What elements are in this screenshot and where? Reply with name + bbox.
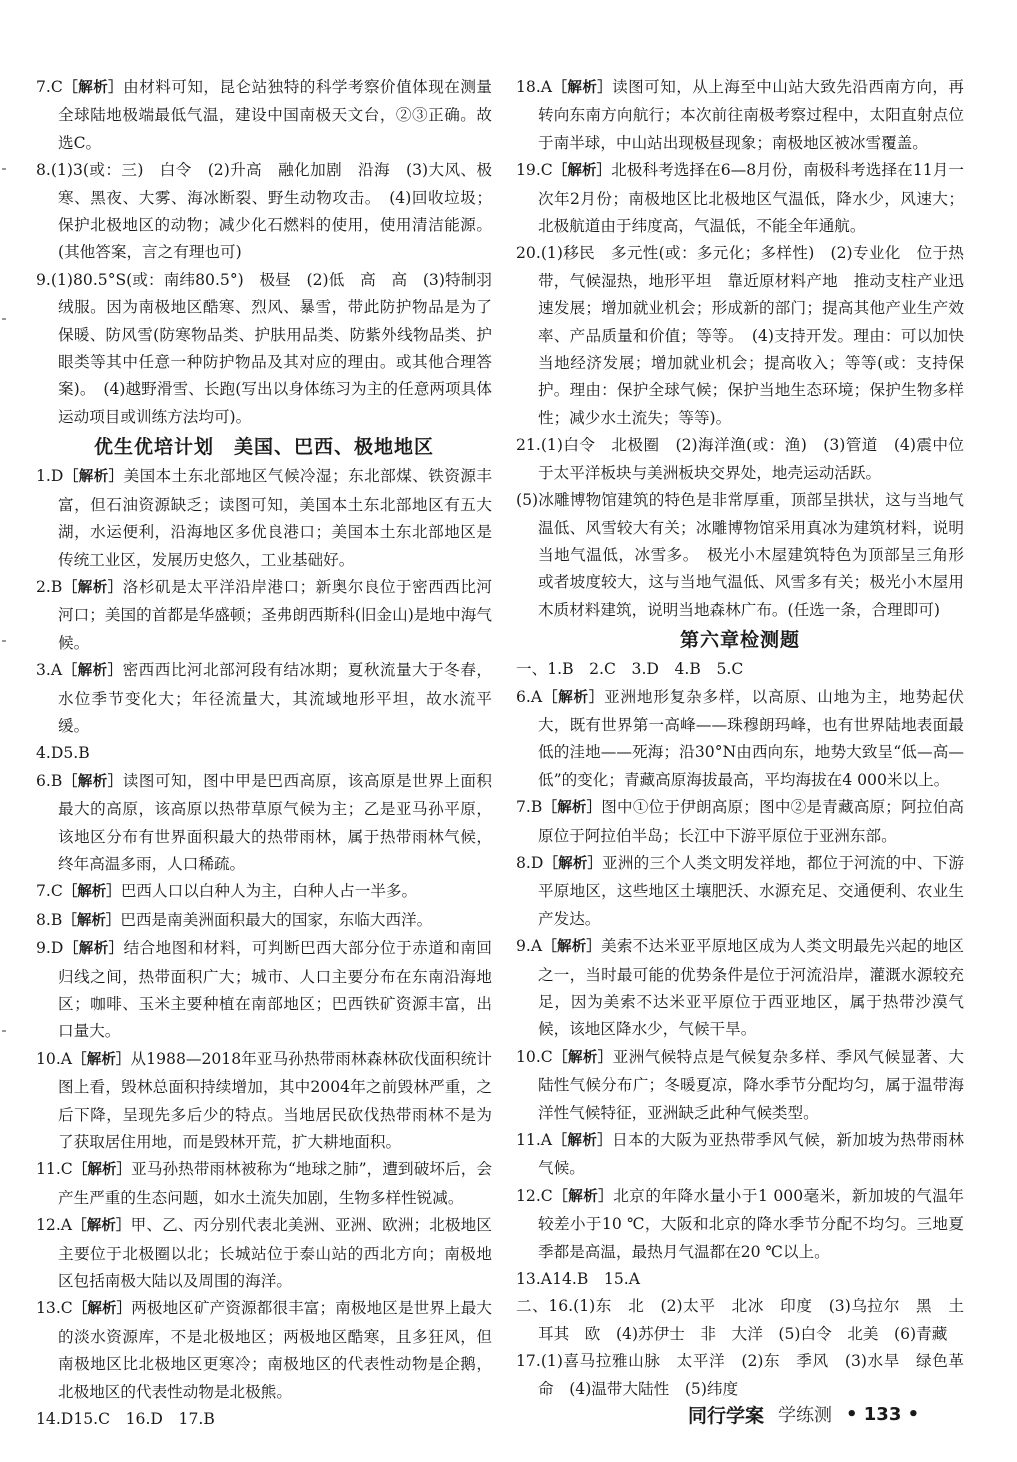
answer-entry [516, 1183, 964, 1266]
answer-number: 二、 [516, 1297, 549, 1316]
answer-entry [36, 768, 492, 879]
analysis-tag: ［解析］ [552, 80, 613, 96]
answer-entry [516, 487, 964, 624]
answer-entry [516, 1293, 964, 1348]
answer-entry [516, 933, 964, 1044]
answer-entry [516, 794, 964, 850]
answer-entry [516, 1044, 964, 1127]
analysis-tag: ［解析］ [552, 1133, 613, 1150]
answer-text: (1)80.5°S(或：南纬80.5°) 极昼 (2)低 高 高 (3)特制羽绒服。因为南极地区酷寒、烈风、暴雪，带此防护物品是为了保暖、防风雪(防寒物品类、护肤用品类、防紫外线物品类、护眼类等其中任意一种防护物品及其对应的理由。或其他合理答案)。 (4)越野滑雪、长跑(写出以身体练习为主的任意两项具体运动项目或训练方法均可)。 [50, 270, 492, 426]
answer-entry [36, 74, 492, 157]
answer-number: 9.D [36, 939, 64, 958]
answer-entry [516, 850, 964, 933]
answer-number: 2.B [36, 577, 63, 596]
footer-brand: 同行学案 [688, 1404, 765, 1427]
answer-number: 6.A [516, 687, 543, 706]
analysis-tag: ［解析］ [552, 163, 612, 180]
analysis-tag: ［解析］ [62, 912, 121, 929]
analysis-tag: ［解析］ [62, 80, 124, 96]
answer-text: 读图可知，从上海至中山站大致先沿西南方向，再转向东南方向航行；本次前往南极考察过程中，太阳直射点位于南半球，中山站出现极昼现象；南极地区被冰雪覆盖。 [538, 78, 964, 152]
answer-entry [36, 1295, 492, 1406]
answer-number: 19.C [516, 161, 553, 180]
margin-tick [2, 1030, 6, 1032]
answer-text: 洛杉矶是太平洋沿岸港口；新奥尔良位于密西西比河河口；美国的首都是华盛顿；圣弗朗西斯科(旧金山)是地中海气候。 [58, 577, 492, 652]
margin-tick [2, 168, 6, 170]
section-title-right: 第六章检测题 [679, 629, 800, 652]
answer-number: 7.B [516, 798, 543, 817]
answer-entry [36, 1406, 492, 1433]
answer-number: 12.C [516, 1186, 553, 1205]
answer-text: 5.B [63, 744, 90, 763]
answer-number: 6.B [36, 771, 63, 790]
answer-number: 17. [516, 1352, 541, 1371]
answer-text: 北京的年降水量小于1 000毫米，新加坡的气温年较差小于10 ℃，大阪和北京的降水季节分配不均匀。三地夏季都是高温，最热月气温都在20 ℃以上。 [538, 1186, 964, 1261]
answer-entry [516, 1348, 964, 1403]
answer-number: 20. [516, 244, 541, 263]
answer-text: (5)冰雕博物馆建筑的特色是非常厚重，顶部呈拱状，这与当地气温低、风雪较大有关；冰雕博物馆采用真冰为建筑材料，说明当地气温低，冰雪多。 极光小木屋建筑特色为顶部呈三角形或者坡度较大，这与当地气温低、风雪多有关；极光小木屋用木质材料建筑，说明当地森林广布。(任选一条，合理即可) [516, 491, 964, 619]
answer-text: 美国本土东北部地区气候冷湿；东北部煤、铁资源丰富，但石油资源缺乏；读图可知，美国本土东北部地区有五大湖，水运便利，沿海地区多优良港口；美国本土东北部地区是传统工业区，发展历史悠久，工业基础好。 [58, 467, 492, 569]
analysis-tag: ［解析］ [542, 939, 602, 956]
right-answer-list-bottom [516, 656, 964, 1403]
analysis-tag: ［解析］ [72, 1301, 132, 1318]
answer-entry [516, 432, 964, 487]
answer-entry [516, 1266, 964, 1293]
answer-number: 21. [516, 436, 541, 455]
answer-text: 亚洲气候特点是气候复杂多样、季风气候显著、大陆性气候分布广；冬暖夏凉，降水季节分配均匀，属于温带海洋性气候特征，亚洲缺乏此种气候类型。 [538, 1047, 964, 1122]
answer-number: 7.C [36, 78, 63, 96]
page-number: • 133 • [846, 1403, 920, 1425]
answer-text: 美索不达米亚平原地区成为人类文明最先兴起的地区之一，当时最可能的优势条件是位于河流沿岸，灌溉水源较充足，因为美索不达米亚平原位于西亚地区，属于热带沙漠气候，该地区降水少，气候干旱。 [538, 937, 964, 1039]
answer-entry [36, 740, 492, 767]
left-answer-list-top [36, 74, 492, 431]
answer-text: 15.C 16.D 17.B [73, 1410, 215, 1429]
answer-entry [36, 878, 492, 906]
analysis-tag: ［解析］ [62, 579, 123, 596]
margin-tick [2, 318, 6, 320]
answer-number: 8.B [36, 910, 63, 929]
analysis-tag: ［解析］ [62, 773, 123, 790]
answer-number: 10.A [36, 1049, 73, 1068]
answer-entry [516, 74, 964, 157]
analysis-tag: ［解析］ [72, 1051, 131, 1068]
answer-text: 图中①位于伊朗高原；图中②是青藏高原；阿拉伯高原位于阿拉伯半岛；长江中下游平原位于亚洲东部。 [538, 798, 964, 845]
right-column [516, 74, 964, 1403]
answer-text: 结合地图和材料，可判断巴西大部分位于赤道和南回归线之间，热带面积广大；城市、人口主要分布在东南沿海地区；咖啡、玉米主要种植在南部地区；巴西铁矿资源丰富，出口量大。 [58, 939, 492, 1041]
left-column [36, 74, 492, 1434]
answer-number: 3.A [36, 661, 63, 680]
answer-number: 7.C [36, 882, 63, 901]
answer-number: 11.A [516, 1131, 553, 1150]
answer-number: 18.A [516, 78, 553, 96]
analysis-tag: ［解析］ [542, 800, 602, 817]
answer-text: (1)白令 北极圈 (2)海洋渔(或：渔) (3)管道 (4)震中位于太平洋板块与美洲板块交界处，地壳运动活跃。 [538, 436, 964, 482]
answer-entry [36, 463, 492, 574]
answer-number: 一、 [516, 660, 548, 679]
answer-number: 10.C [516, 1047, 553, 1066]
right-answer-list-top [516, 74, 964, 624]
answer-entry [36, 657, 492, 740]
answer-entry [516, 1127, 964, 1183]
page-footer [688, 1398, 919, 1430]
section-title-left: 优生优培计划 美国、巴西、极地地区 [93, 436, 434, 459]
answer-entry [36, 157, 492, 267]
answer-text: 巴西是南美洲面积最大的国家，东临大西洋。 [120, 910, 433, 929]
answer-text: 从1988—2018年亚马孙热带雨林森林砍伐面积统计图上看，毁林总面积持续增加，其中2004年之前毁林严重，之后下降，呈现先多后少的特点。当地居民砍伐热带雨林不是为了获取居住用地，而是毁林开荒，扩大耕地面积。 [58, 1049, 493, 1152]
answer-text: 亚马孙热带雨林被称为“地球之肺”，遭到破坏后，会产生严重的生态问题，如水土流失加剧，生物多样性锐减。 [58, 1160, 492, 1207]
answer-number: 4.D [36, 744, 64, 763]
answer-number: 13.C [36, 1299, 73, 1318]
analysis-tag: ［解析］ [72, 1162, 132, 1179]
answer-text: 由材料可知，昆仑站独特的科学考察价值体现在测量全球陆地极端最低气温，建设中国南极天文台，②③正确。故选C。 [58, 78, 492, 152]
answer-entry [36, 267, 492, 431]
answer-text: 两极地区矿产资源都很丰富；南极地区是世界上最大的淡水资源库，不是北极地区；两极地区酷寒，且多狂风，但南极地区比北极地区更寒冷；南极地区的代表性动物是企鹅，北极地区的代表性动物是北极熊。 [58, 1299, 492, 1401]
footer-subtitle: 学练测 [778, 1405, 833, 1426]
answer-entry [36, 1156, 492, 1212]
answer-text: 读图可知，图中甲是巴西高原，该高原是世界上面积最大的高原，该高原以热带草原气候为主；乙是亚马孙平原，该地区分布有世界面积最大的热带雨林，属于热带雨林气候，终年高温多雨，人口稀疏。 [58, 771, 492, 873]
answer-number: 1.D [36, 467, 64, 486]
answer-text: (1)移民 多元性(或：多元化；多样性) (2)专业化 位于热带，气候湿热，地形平坦 靠近原材料产地 推动支柱产业迅速发展；增加就业机会；形成新的部门；提高其他产业生产效率、产品质量和价值；等等。 (4)支持开发。理由：可以加快当地经济发展；增加就业机会；提高收入；等等(或：支持保护。理由：保护全球气候；保护当地生态环境；保护生物多样性；减少水土流失；等等)。 [538, 244, 964, 427]
analysis-tag: ［解析］ [62, 884, 121, 901]
answer-text: 巴西人口以白种人为主，白种人占一半多。 [120, 882, 418, 901]
answer-text: 亚洲地形复杂多样，以高原、山地为主，地势起伏大，既有世界第一高峰——珠穆朗玛峰，也有世界陆地表面最低的洼地——死海；沿30°N由西向东，地势大致呈“低—高—低”的变化；青藏高原海拔最高，平均海拔在4 000米以上。 [538, 687, 964, 789]
answer-text: 14.B 15.A [552, 1270, 640, 1289]
answer-number: 8.D [516, 853, 544, 872]
left-answer-list-bottom [36, 463, 492, 1433]
answer-number: 13.A [516, 1270, 553, 1289]
answer-text: 甲、乙、丙分别代表北美洲、亚洲、欧洲；北极地区主要位于北极圈以北；长城站位于泰山站的西北方向；南极地区包括南极大陆以及周围的海洋。 [58, 1216, 492, 1291]
answer-entry [516, 240, 964, 432]
answer-text: 日本的大阪为亚热带季风气候，新加坡为热带雨林气候。 [538, 1131, 964, 1178]
answer-entry [36, 1046, 492, 1157]
answer-text: 16.(1)东 北 (2)太平 北冰 印度 (3)乌拉尔 黑 土耳其 欧 (4)苏伊士 非 大洋 (5)白令 北美 (6)青藏 [538, 1297, 964, 1343]
answer-number: 11.C [36, 1160, 73, 1179]
answer-entry [36, 935, 492, 1046]
analysis-tag: ［解析］ [62, 663, 123, 680]
answer-entry [516, 157, 964, 240]
answer-number: 9. [36, 270, 51, 289]
analysis-tag: ［解析］ [543, 855, 603, 872]
answer-entry [36, 1212, 492, 1295]
analysis-tag: ［解析］ [72, 1218, 131, 1235]
answer-text: 亚洲的三个人类文明发祥地，都位于河流的中、下游平原地区，这些地区土壤肥沃、水源充足、交通便利、农业生产发达。 [538, 853, 964, 928]
answer-text: (1)喜马拉雅山脉 太平洋 (2)东 季风 (3)水旱 绿色革命 (4)温带大陆性 (5)纬度 [538, 1352, 964, 1398]
analysis-tag: ［解析］ [542, 689, 605, 706]
answer-entry [516, 684, 964, 795]
analysis-tag: ［解析］ [552, 1188, 614, 1205]
answer-text: 1.B 2.C 3.D 4.B 5.C [547, 660, 744, 679]
answer-text: 密西西比河北部河段有结冰期；夏秋流量大于冬春，水位季节变化大；年径流量大，其流域地形平坦，故水流平缓。 [58, 661, 492, 735]
analysis-tag: ［解析］ [63, 469, 124, 486]
answer-entry [516, 656, 964, 683]
analysis-tag: ［解析］ [63, 941, 124, 958]
answer-number: 12.A [36, 1216, 73, 1235]
answer-entry [36, 574, 492, 657]
answer-number: 8. [36, 161, 51, 180]
margin-tick [2, 640, 6, 642]
answer-text: 北极科考选择在6—8月份，南极科考选择在11月一次年2月份；南极地区比北极地区气温低，降水少，风速大；北极航道由于纬度高，气温低，不能全年通航。 [538, 161, 965, 236]
answer-entry [36, 907, 492, 935]
answer-number: 9.A [516, 937, 543, 956]
answer-text: (1)3(或：三) 白令 (2)升高 融化加剧 沿海 (3)大风、极寒、黑夜、大雾、海冰断裂、野生动物攻击。 (4)回收垃圾；保护北极地区的动物；减少化石燃料的使用，使用清洁能源。(其他答案，言之有理也可) [50, 161, 492, 262]
analysis-tag: ［解析］ [552, 1049, 613, 1066]
answer-number: 14.D [36, 1410, 74, 1429]
